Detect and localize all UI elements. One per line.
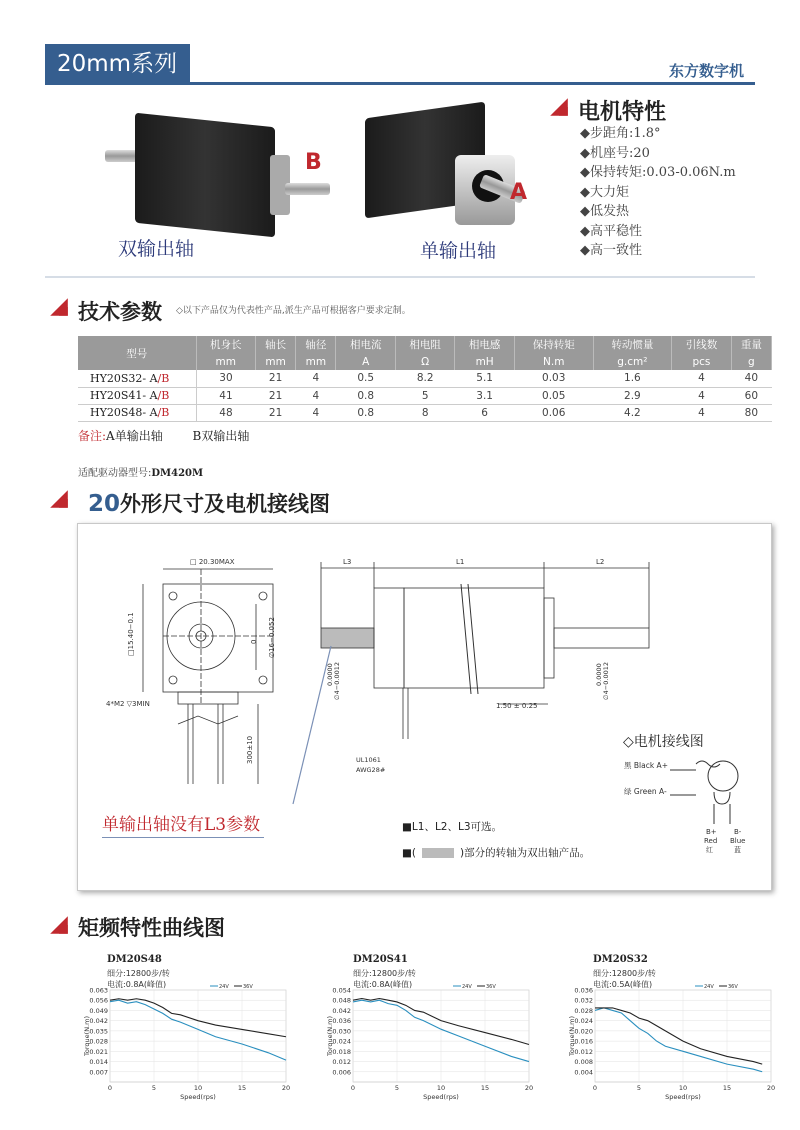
- section-marker-icon: [50, 490, 68, 508]
- y-tick-label: 0.036: [332, 1017, 351, 1026]
- dim-shaft-l0: 0.0000: [326, 663, 334, 686]
- x-tick-label: 15: [722, 1084, 732, 1092]
- x-tick-label: 20: [766, 1084, 776, 1092]
- specs-note: ◇以下产品仅为代表性产品,派生产品可根据客户要求定制。: [176, 306, 411, 316]
- chart-3: [565, 954, 790, 1104]
- y-tick-label: 0.008: [574, 1058, 593, 1067]
- feature-item: ◆保持转矩:0.03-0.06N.m: [580, 165, 736, 180]
- cell: 4: [296, 404, 336, 421]
- feature-item: ◆高一致性: [580, 243, 642, 258]
- cell: 8: [395, 404, 454, 421]
- torque-chart: [80, 954, 305, 1104]
- label-b: B: [305, 150, 322, 175]
- chart-2: [323, 954, 548, 1104]
- brand-name: 东方数字机: [668, 62, 744, 80]
- y-axis-label: Torque(N.m): [568, 1016, 576, 1056]
- series-line-36V: [595, 1008, 762, 1064]
- feature-item: ◆低发热: [580, 204, 629, 219]
- cell: 5: [395, 387, 454, 404]
- single-shaft-note: 单输出轴没有L3参数: [102, 810, 264, 838]
- y-tick-label: 0.007: [89, 1068, 108, 1077]
- cell: 4: [296, 387, 336, 404]
- chart-current: 电流:0.8A(峰值): [107, 980, 167, 989]
- cell: 60: [731, 387, 771, 404]
- y-tick-label: 0.042: [89, 1017, 108, 1026]
- y-axis-label: Torque(N.m): [83, 1016, 91, 1056]
- legend-label: 36V: [486, 984, 496, 990]
- feature-item: ◆步距角:1.8°: [580, 126, 661, 141]
- feature-item: ◆机座号:20: [580, 145, 650, 161]
- y-tick-label: 0.063: [89, 986, 108, 995]
- chart-current: 电流:0.8A(峰值): [353, 980, 413, 989]
- y-tick-label: 0.030: [332, 1027, 351, 1036]
- cell: 41: [196, 387, 255, 404]
- y-tick-label: 0.028: [89, 1037, 108, 1046]
- y-tick-label: 0.006: [332, 1068, 351, 1077]
- model-cell: HY20S32- A/B: [78, 370, 196, 387]
- model-cell: HY20S41- A/B: [78, 387, 196, 404]
- dim-l1: L1: [456, 558, 465, 566]
- torque-chart: [323, 954, 548, 1104]
- y-tick-label: 0.042: [332, 1006, 351, 1015]
- y-tick-label: 0.032: [574, 996, 593, 1005]
- col-header: 轴径: [296, 336, 336, 353]
- legend-label: 36V: [243, 984, 253, 990]
- table-row: [78, 387, 772, 404]
- x-tick-label: 15: [237, 1084, 247, 1092]
- col-unit: g: [731, 353, 771, 370]
- dimension-drawing-panel: [77, 523, 772, 891]
- specs-table: [78, 336, 772, 422]
- wire-black: 黑 Black A+: [624, 761, 668, 770]
- section-marker-icon: [50, 298, 68, 316]
- caption-dual: 双输出轴: [118, 238, 195, 260]
- dim-shaft-r0: 0.0000: [595, 663, 603, 686]
- y-tick-label: 0.028: [574, 1006, 593, 1015]
- note-double-shaft: ■( )部分的转轴为双出轴产品。: [402, 847, 591, 859]
- col-unit: mm: [255, 353, 295, 370]
- single-shaft-motor-photo: [360, 100, 528, 235]
- dim-d16: ∅16−0.052: [268, 617, 276, 658]
- col-unit: N.m: [514, 353, 593, 370]
- dim-150: 1.50 ± 0.25: [496, 702, 538, 710]
- section-marker-icon: [550, 98, 568, 116]
- x-tick-label: 10: [436, 1084, 446, 1092]
- series-title: 20mm系列: [45, 44, 190, 84]
- col-unit: A: [336, 353, 395, 370]
- y-tick-label: 0.016: [574, 1037, 593, 1046]
- x-tick-label: 0: [350, 1084, 356, 1092]
- x-tick-label: 5: [394, 1084, 400, 1092]
- col-unit: mm: [196, 353, 255, 370]
- divider: [45, 276, 755, 278]
- features-list: [580, 124, 736, 261]
- cell: 4.2: [593, 404, 672, 421]
- cell: 48: [196, 404, 255, 421]
- x-tick-label: 5: [151, 1084, 157, 1092]
- cell: 30: [196, 370, 255, 387]
- cell: 3.1: [455, 387, 514, 404]
- x-axis-label: Speed(rps): [180, 1093, 216, 1101]
- dim-l3: L3: [343, 558, 352, 566]
- driver-model: 适配驱动器型号:DM420M: [78, 468, 204, 479]
- dim-zero: 0: [250, 639, 258, 644]
- col-header: 轴长: [255, 336, 295, 353]
- chart-title: DM20S32: [593, 954, 648, 965]
- y-tick-label: 0.024: [574, 1017, 593, 1026]
- table-row: [78, 370, 772, 387]
- cell: 4: [672, 404, 731, 421]
- curves-title: 矩频特性曲线图: [78, 916, 225, 940]
- y-tick-label: 0.021: [89, 1047, 108, 1056]
- chart-1: [80, 954, 305, 1104]
- y-tick-label: 0.056: [89, 996, 108, 1005]
- col-unit: pcs: [672, 353, 731, 370]
- col-header: 型号: [78, 336, 196, 370]
- dim-d15: □15.40−0.1: [127, 612, 135, 656]
- y-tick-label: 0.054: [332, 986, 351, 995]
- col-header: 相电阻: [395, 336, 454, 353]
- wire-red: Red: [704, 837, 718, 845]
- cell: 21: [255, 404, 295, 421]
- dim-l2: L2: [596, 558, 605, 566]
- features-title: 电机特性: [578, 100, 667, 125]
- wire-bplus: B+: [706, 828, 717, 836]
- cell: 21: [255, 387, 295, 404]
- legend-label: 24V: [219, 984, 229, 990]
- remark-b: B双输出轴: [192, 429, 250, 443]
- feature-item: ◆高平稳性: [580, 223, 642, 239]
- wire-blue: Blue: [730, 837, 746, 845]
- col-header: 引线数: [672, 336, 731, 353]
- series-line-24V: [595, 1008, 762, 1072]
- y-axis-label: Torque(N.m): [326, 1016, 334, 1056]
- col-unit: g.cm²: [593, 353, 672, 370]
- col-unit: mm: [296, 353, 336, 370]
- y-tick-label: 0.036: [574, 986, 593, 995]
- wire-red-cn: 红: [706, 846, 713, 854]
- col-header: 转动惯量: [593, 336, 672, 353]
- y-tick-label: 0.035: [89, 1027, 108, 1036]
- header-rule: [45, 82, 755, 85]
- legend-label: 24V: [704, 984, 714, 990]
- legend-label: 24V: [462, 984, 472, 990]
- y-tick-label: 0.024: [332, 1037, 351, 1046]
- cell: 4: [672, 387, 731, 404]
- section-marker-icon: [50, 916, 68, 934]
- table-row: [78, 404, 772, 421]
- chart-subtitle: 细分:12800步/转: [353, 969, 416, 978]
- cell: 1.6: [593, 370, 672, 387]
- cable-spec-2: AWG28#: [356, 766, 386, 774]
- cell: 8.2: [395, 370, 454, 387]
- cell: 4: [672, 370, 731, 387]
- cell: 0.06: [514, 404, 593, 421]
- y-tick-label: 0.004: [574, 1068, 593, 1077]
- dim-shaft-r: ∅4−0.0012: [602, 662, 610, 700]
- wiring-title: ◇电机接线图: [623, 734, 704, 750]
- cell: 80: [731, 404, 771, 421]
- dual-shaft-motor-photo: [105, 115, 335, 240]
- col-header: 机身长: [196, 336, 255, 353]
- legend-label: 36V: [728, 984, 738, 990]
- note-optional: ■L1、L2、L3可选。: [402, 821, 503, 833]
- x-tick-label: 10: [193, 1084, 203, 1092]
- y-tick-label: 0.018: [332, 1047, 351, 1056]
- cable-spec-1: UL1061: [356, 756, 381, 764]
- wire-bminus: B-: [734, 828, 742, 836]
- col-header: 保持转矩: [514, 336, 593, 353]
- caption-single: 单输出轴: [420, 240, 497, 262]
- x-tick-label: 15: [480, 1084, 490, 1092]
- chart-title: DM20S41: [353, 954, 408, 965]
- cell: 6: [455, 404, 514, 421]
- y-tick-label: 0.049: [89, 1006, 108, 1015]
- cell: 0.03: [514, 370, 593, 387]
- y-tick-label: 0.012: [574, 1047, 593, 1056]
- x-tick-label: 0: [592, 1084, 598, 1092]
- y-tick-label: 0.048: [332, 996, 351, 1005]
- cell: 0.05: [514, 387, 593, 404]
- x-tick-label: 5: [636, 1084, 642, 1092]
- y-tick-label: 0.014: [89, 1058, 108, 1067]
- col-header: 相电流: [336, 336, 395, 353]
- cell: 0.8: [336, 404, 395, 421]
- torque-chart: [565, 954, 790, 1104]
- chart-current: 电流:0.5A(峰值): [593, 980, 653, 989]
- x-axis-label: Speed(rps): [665, 1093, 701, 1101]
- col-header: 重量: [731, 336, 771, 353]
- cell: 5.1: [455, 370, 514, 387]
- label-a: A: [510, 180, 528, 205]
- chart-title: DM20S48: [107, 954, 162, 965]
- col-header: 相电感: [455, 336, 514, 353]
- specs-title: 技术参数: [78, 300, 162, 324]
- cell: 4: [296, 370, 336, 387]
- col-unit: Ω: [395, 353, 454, 370]
- remark: [78, 427, 249, 444]
- x-tick-label: 20: [524, 1084, 534, 1092]
- cell: 0.8: [336, 387, 395, 404]
- cell: 21: [255, 370, 295, 387]
- chart-subtitle: 细分:12800步/转: [593, 969, 656, 978]
- drawing-title: 20外形尺寸及电机接线图: [88, 491, 331, 517]
- x-tick-label: 20: [281, 1084, 291, 1092]
- model-cell: HY20S48- A/B: [78, 404, 196, 421]
- dim-square: □ 20.30MAX: [190, 558, 235, 566]
- wire-blue-cn: 蓝: [734, 846, 741, 854]
- y-tick-label: 0.012: [332, 1058, 351, 1067]
- x-tick-label: 10: [678, 1084, 688, 1092]
- wire-green: 绿 Green A-: [624, 787, 667, 796]
- dim-300: 300±10: [246, 735, 254, 764]
- cell: 40: [731, 370, 771, 387]
- chart-subtitle: 细分:12800步/转: [107, 969, 170, 978]
- cell: 2.9: [593, 387, 672, 404]
- x-tick-label: 0: [107, 1084, 113, 1092]
- y-tick-label: 0.020: [574, 1027, 593, 1036]
- dim-m2: 4*M2 ▽3MIN: [106, 700, 150, 708]
- cell: 0.5: [336, 370, 395, 387]
- col-unit: mH: [455, 353, 514, 370]
- feature-item: ◆大力矩: [580, 184, 629, 200]
- x-axis-label: Speed(rps): [423, 1093, 459, 1101]
- remark-a: A单输出轴: [106, 429, 163, 443]
- remark-label: 备注:: [78, 429, 107, 443]
- dim-shaft-l: ∅4−0.0012: [333, 662, 341, 700]
